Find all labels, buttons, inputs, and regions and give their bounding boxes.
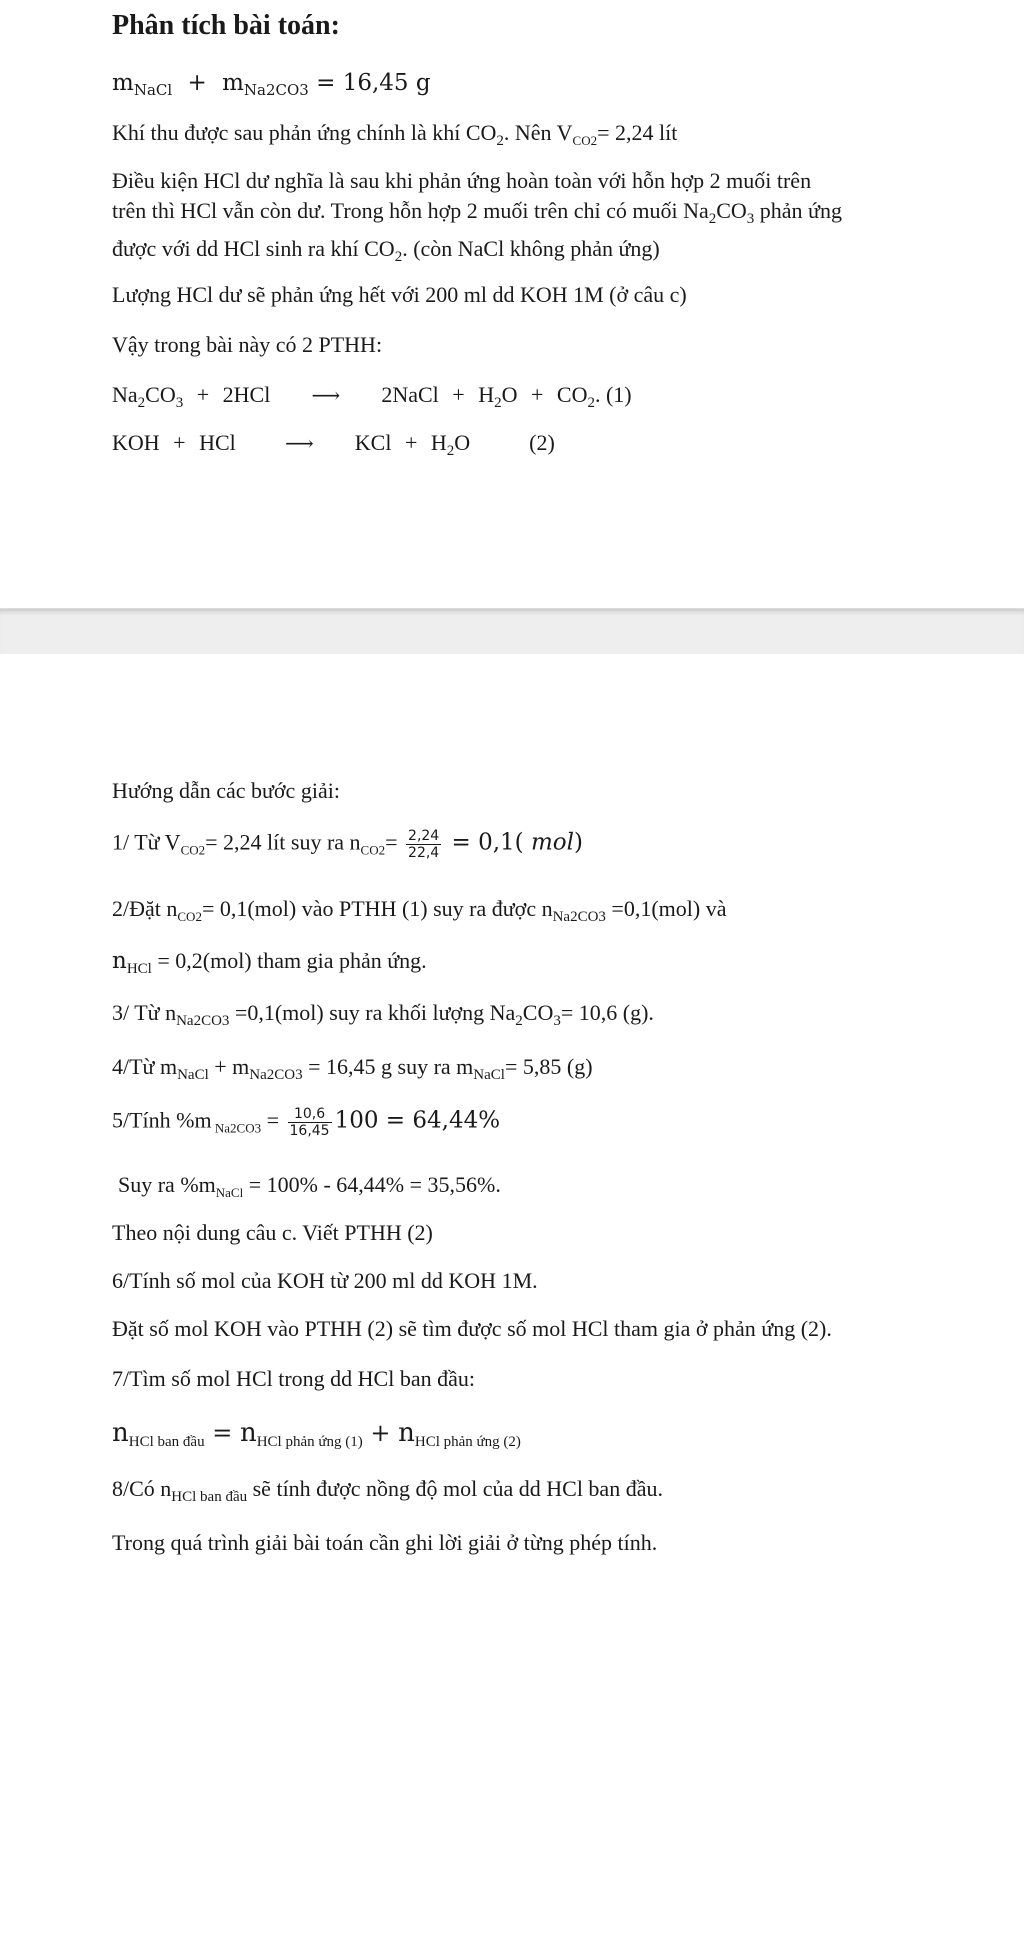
pthh-intro: Vậy trong bài này có 2 PTHH: xyxy=(112,332,383,357)
step-2-continued: $n_{HCl} = 0,2(mol)$ tham gia phản ứng. xyxy=(112,948,427,977)
step-5-continued: Suy ra $\%m_{NaCl} = 100\% - 64,44\% = 35,56\%$. xyxy=(118,1172,501,1200)
step-6-continued: Đặt số mol KOH vào PTHH (2) sẽ tìm được số mol HCl tham gia ở phản ứng (2). xyxy=(112,1316,832,1341)
mass-equation: $m_{NaCl} + m_{Na2CO3} = 16,45$ g xyxy=(112,70,431,99)
step-2: 2/Đặt $n_{CO2}= 0,1(mol)$ vào PTHH (1) suy ra được $n_{Na2CO3} =0,1(mol)$ và xyxy=(112,896,727,925)
closing-note: Trong quá trình giải bài toán cần ghi lời giải ở từng phép tính. xyxy=(112,1530,658,1555)
page-separator xyxy=(0,608,1024,655)
condition-line-3: được với dd HCl sinh ra khí $CO_2$. (còn NaCl không phản ứng) xyxy=(112,236,660,265)
gas-volume-line: Khí thu được sau phản ứng chính là khí $CO_2$. Nên $V_{CO2}= 2,24$ lít xyxy=(112,120,678,149)
step-5: 5/Tính %m $_{Na2CO3}$ = $\frac{10,6}{16,45}$ 100 = 64,44% xyxy=(112,1106,501,1139)
excess-hcl-line: Lượng HCl dư sẽ phản ứng hết với 200 ml dd KOH 1M (ở câu c) xyxy=(112,282,687,307)
condition-paragraph xyxy=(112,166,932,272)
part-c-note: Theo nội dung câu c. Viết PTHH (2) xyxy=(112,1220,433,1245)
fraction-mol: $\frac{2,24}{22,4}$ xyxy=(408,828,440,861)
step-1: 1/ Từ $V_{CO2}= 2,24$ lít suy ra $n_{CO2}=$ $\frac{2,24}{22,4}$ = 0,1( mol) xyxy=(112,828,583,861)
fraction-percent: $\frac{10,6}{16,45}$ xyxy=(289,1106,330,1139)
steps-intro: Hướng dẫn các bước giải: xyxy=(112,778,340,803)
reaction-arrow: ⟶ xyxy=(284,433,314,455)
step-6: 6/Tính số mol của KOH từ 200 ml dd KOH 1M. xyxy=(112,1268,538,1293)
equation-1: $Na_2CO_3 + 2HCl$ ⟶ 2NaCl + $H_2O + CO_2$. (1) xyxy=(112,382,632,411)
step-4: 4/Từ $m_{NaCl} + m_{Na2CO3} = 16,45$ g suy ra $m_{NaCl}= 5,85$ (g) xyxy=(112,1054,593,1083)
document-page-1 xyxy=(0,0,1024,608)
sum-equation: $n_{HCl ban đầu} = n_{HCl phản ứng (1)} + n_{HCl phản ứng (2)}$ xyxy=(112,1418,521,1450)
reaction-arrow: ⟶ xyxy=(311,385,341,407)
condition-line-2: trên thì HCl vẫn còn dư. Trong hỗn hợp 2 muối trên chỉ có muối $Na_2CO_3$ phản ứng xyxy=(112,198,842,227)
equation-2: KOH + HCl ⟶ KCl + $H_2O$ (2) xyxy=(112,430,555,459)
section-title-analysis: Phân tích bài toán: xyxy=(112,10,340,41)
step-8: 8/Có $n_{HCl ban đầu}$ sẽ tính được nồng độ mol của dd HCl ban đầu. xyxy=(112,1476,663,1505)
step-3: 3/ Từ $n_{Na2CO3} =0,1(mol)$ suy ra khối lượng $Na_2CO_3= 10,6$ (g). xyxy=(112,1000,654,1029)
document-page-2 xyxy=(0,654,1024,1934)
step-7: 7/Tìm số mol HCl trong dd HCl ban đầu: xyxy=(112,1366,475,1391)
condition-line-1: Điều kiện HCl dư nghĩa là sau khi phản ứng hoàn toàn với hỗn hợp 2 muối trên xyxy=(112,168,812,193)
